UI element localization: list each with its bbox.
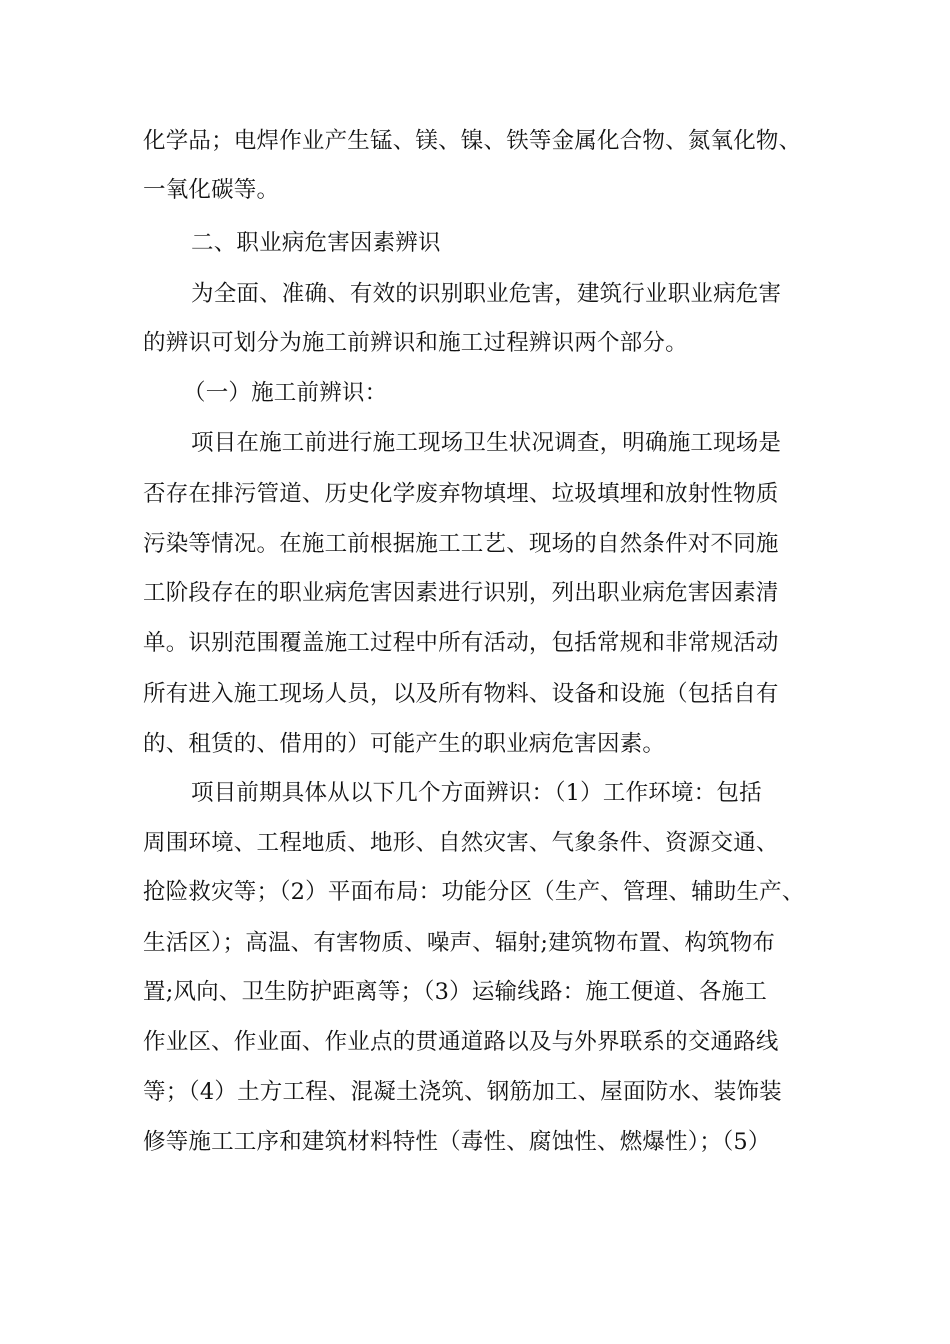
text-line-9: 污染等情况。在施工前根据施工工艺、现场的自然条件对不同施	[143, 531, 779, 557]
text-line-21: 修等施工工序和建筑材料特性（毒性、腐蚀性、燃爆性）；（5）	[143, 1129, 771, 1155]
text-line-10: 工阶段存在的职业病危害因素进行识别，列出职业病危害因素清	[143, 580, 779, 606]
text-line-8: 否存在排污管道、历史化学废弃物填埋、垃圾填埋和放射性物质	[143, 481, 779, 507]
text-line-1: 化学品；电焊作业产生锰、镁、镍、铁等金属化合物、氮氧化物、	[143, 128, 802, 154]
section-heading: 二、职业病危害因素辨识	[191, 230, 441, 256]
text-line-19: 作业区、作业面、作业点的贯通道路以及与外界联系的交通路线	[143, 1029, 779, 1055]
text-line-17: 生活区）；高温、有害物质、噪声、辐射;建筑物布置、构筑物布	[143, 930, 776, 956]
text-line-7: 项目在施工前进行施工现场卫生状况调查，明确施工现场是	[191, 430, 782, 456]
text-line-18: 置;风向、卫生防护距离等；（3）运输线路：施工便道、各施工	[143, 979, 767, 1005]
text-line-15: 周围环境、工程地质、地形、自然灾害、气象条件、资源交通、	[143, 830, 779, 856]
text-line-2: 一氧化碳等。	[143, 177, 280, 203]
text-line-11: 单。识别范围覆盖施工过程中所有活动，包括常规和非常规活动	[143, 630, 779, 656]
text-line-4: 为全面、准确、有效的识别职业危害，建筑行业职业病危害	[191, 281, 782, 307]
text-line-14: 项目前期具体从以下几个方面辨识：（1）工作环境：包括	[191, 780, 762, 806]
subsection-heading: （一）施工前辨识：	[183, 380, 388, 406]
text-line-12: 所有进入施工现场人员，以及所有物料、设备和设施（包括自有	[143, 681, 779, 707]
text-line-13: 的、租赁的、借用的）可能产生的职业病危害因素。	[143, 731, 666, 757]
text-line-20: 等；（4）土方工程、混凝土浇筑、钢筋加工、屋面防水、装饰装	[143, 1079, 782, 1105]
text-line-16: 抢险救灾等；（2）平面布局：功能分区（生产、管理、辅助生产、	[143, 879, 805, 905]
text-line-5: 的辨识可划分为施工前辨识和施工过程辨识两个部分。	[143, 330, 688, 356]
